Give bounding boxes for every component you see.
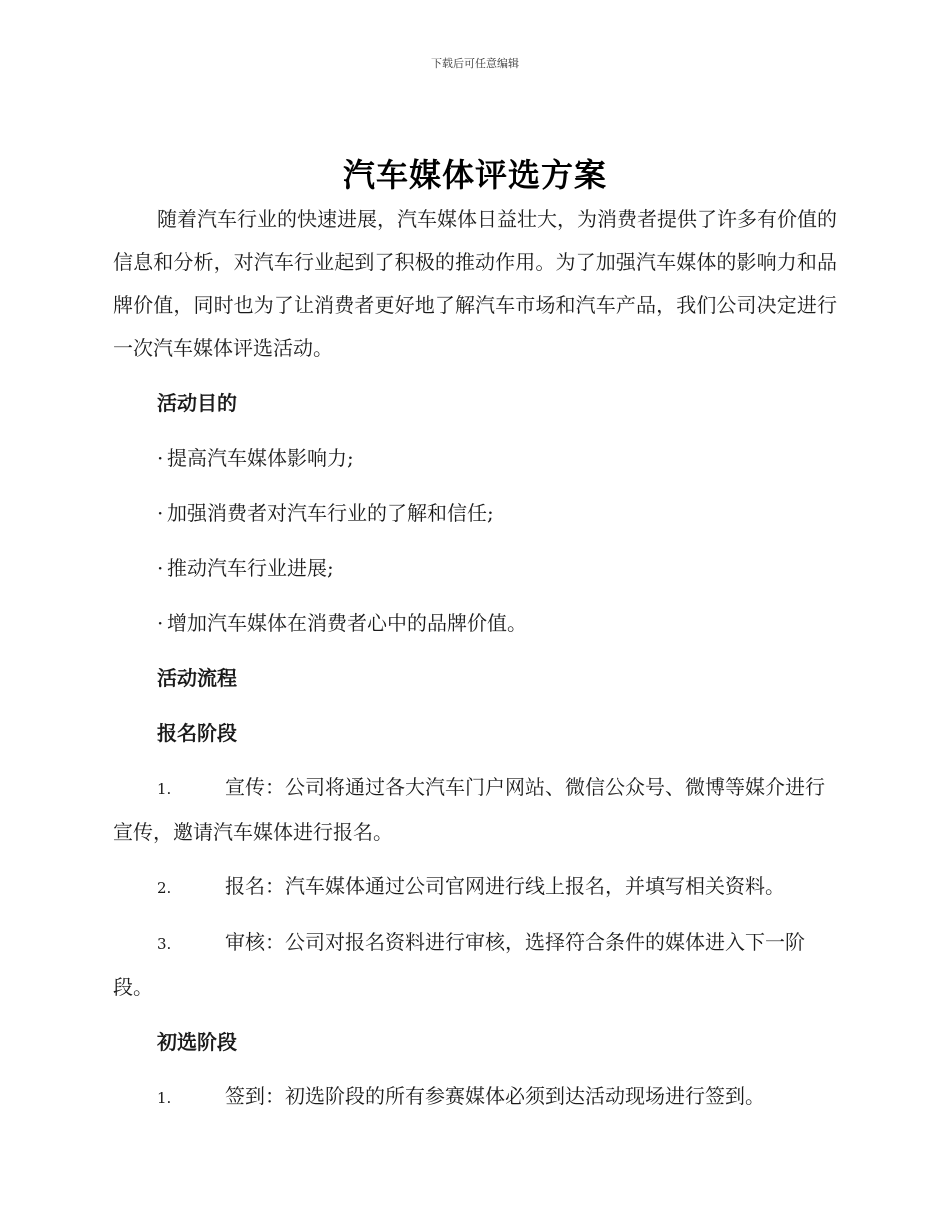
numbered-step xyxy=(113,766,837,854)
step-text: 审核：公司对报名资料进行审核，选择符合条件的媒体进入下一阶段。 xyxy=(113,930,805,999)
list-item-text: 加强消费者对汽车行业的了解和信任; xyxy=(167,501,494,525)
bullet-icon: · xyxy=(157,611,164,635)
list-item xyxy=(113,491,837,535)
step-number: 3. xyxy=(157,935,172,953)
section-heading-purpose: 活动目的 xyxy=(157,391,237,415)
list-item xyxy=(113,436,837,480)
subsection-heading-signup: 报名阶段 xyxy=(157,721,237,745)
list-item xyxy=(113,546,837,590)
numbered-step xyxy=(113,865,837,910)
document-title: 汽车媒体评选方案 xyxy=(342,156,607,194)
subsection-heading-preliminary: 初选阶段 xyxy=(157,1030,237,1054)
step-text: 报名：汽车媒体通过公司官网进行线上报名，并填写相关资料。 xyxy=(225,874,785,898)
intro-paragraph: 随着汽车行业的快速进展，汽车媒体日益壮大，为消费者提供了许多有价值的信息和分析，对汽车行业起到了积极的推动作用。为了加强汽车媒体的影响力和品牌价值，同时也为了让消费者更好地了解汽车市场和汽车产品，我们公司决定进行一次汽车媒体评选活动。 xyxy=(113,207,837,360)
bullet-icon: · xyxy=(157,501,164,525)
header-note: 下载后可任意编辑 xyxy=(431,57,519,70)
step-number: 1. xyxy=(157,1089,172,1107)
bullet-icon: · xyxy=(157,556,164,580)
step-number: 2. xyxy=(157,879,172,897)
step-text: 签到：初选阶段的所有参赛媒体必须到达活动现场进行签到。 xyxy=(225,1084,765,1108)
bullet-icon: · xyxy=(157,446,164,470)
list-item xyxy=(113,601,837,645)
step-text: 宣传：公司将通过各大汽车门户网站、微信公众号、微博等媒介进行宣传，邀请汽车媒体进行报名。 xyxy=(113,775,825,844)
list-item-text: 推动汽车行业进展; xyxy=(167,556,334,580)
list-item-text: 提高汽车媒体影响力; xyxy=(167,446,354,470)
numbered-step xyxy=(113,1075,837,1120)
document-body xyxy=(113,198,837,1120)
list-item-text: 增加汽车媒体在消费者心中的品牌价值。 xyxy=(167,611,527,635)
step-number: 1. xyxy=(157,780,172,798)
section-heading-process: 活动流程 xyxy=(157,666,237,690)
numbered-step xyxy=(113,921,837,1009)
